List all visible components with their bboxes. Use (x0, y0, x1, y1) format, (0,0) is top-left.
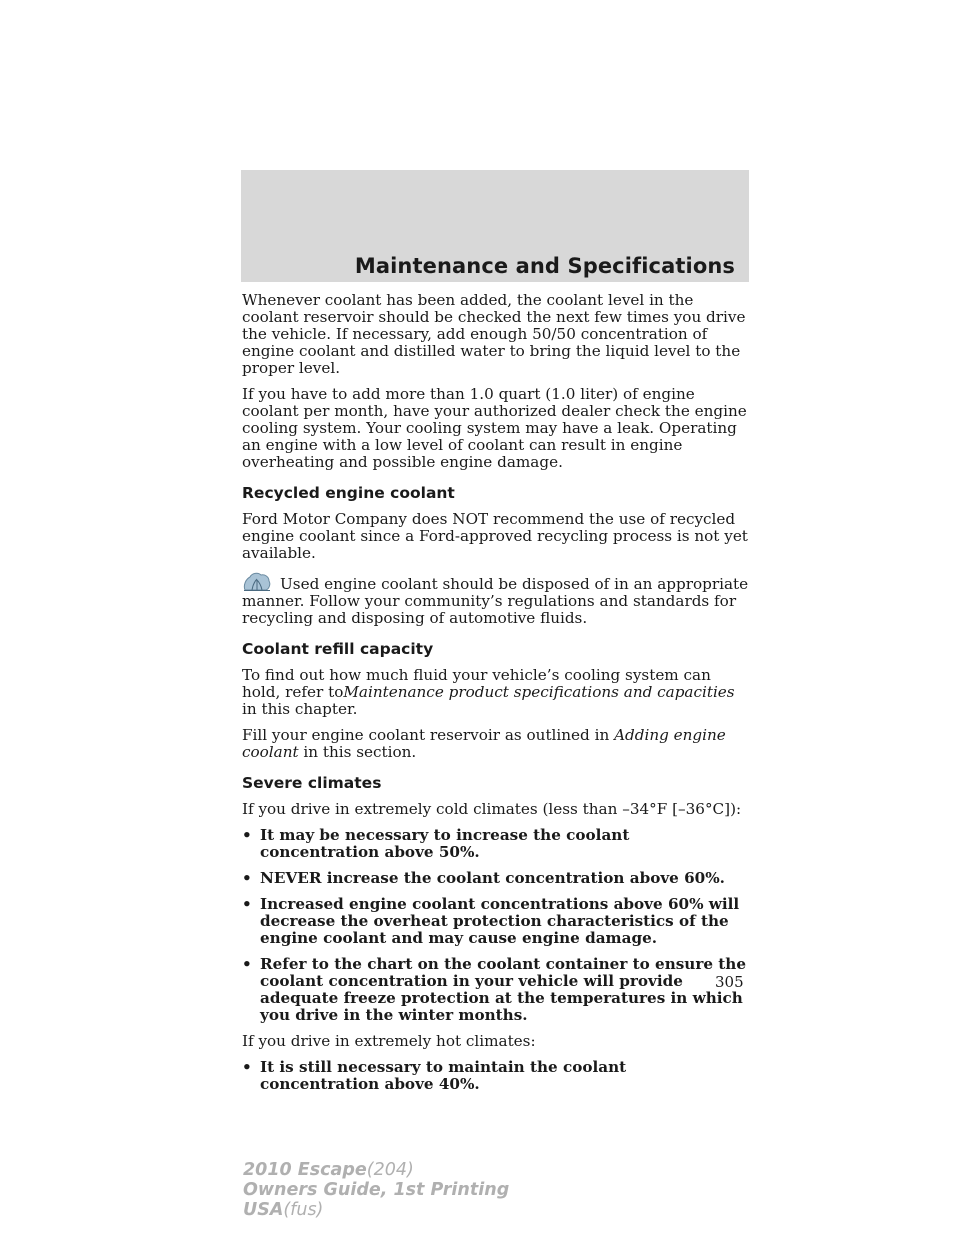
heading-refill-capacity: Coolant refill capacity (242, 640, 434, 658)
list-item: • Refer to the chart on the coolant container to ensure the coolant concentration in your vehicle will provide adequate freeze protection at the temperatures in which you drive in the winter months. (242, 955, 747, 1024)
paragraph-refill-capacity (242, 667, 750, 718)
link-specifications-capacities[interactable]: Maintenance product specifications and capacities (343, 683, 735, 701)
paragraph-coolant-leak: If you have to add more than 1.0 quart (1.0 liter) of engine coolant per month, have your authorized dealer check the engine cooling system. Your cooling system may have a leak. Operating an engine with a low level of coolant can result in engine overheating and possible engine damage. (242, 385, 747, 471)
fill-text-post: in this section. (298, 743, 417, 761)
fill-text-pre: Fill your engine coolant reservoir as outlined in (242, 726, 615, 744)
footer-market: USA (243, 1200, 284, 1220)
link-adding-engine-coolant[interactable]: Adding engine coolant (242, 726, 726, 761)
list-item: • NEVER increase the coolant concentration above 60%. (242, 869, 725, 887)
footer-model-code: (204) (366, 1160, 414, 1180)
list-item: • It is still necessary to maintain the coolant concentration above 40%. (242, 1058, 627, 1093)
heading-severe-climates: Severe climates (242, 774, 382, 792)
paragraph-fill-reservoir (242, 727, 750, 761)
list-item: • Increased engine coolant concentrations above 60% will decrease the overheat protection characteristics of the engine coolant and may cause engine damage. (242, 895, 740, 947)
paragraph-hot-intro: If you drive in extremely hot climates: (242, 1032, 536, 1050)
environment-note-text: Used engine coolant should be disposed of in an appropriate manner. Follow your community’s regulations and standards for recycling and disposing of automotive fluids. (242, 575, 749, 627)
paragraph-recycled-coolant: Ford Motor Company does NOT recommend the use of recycled engine coolant since a Ford-approved recycling process is not yet available. (242, 510, 748, 562)
section-header (241, 170, 749, 282)
page-number: 305 (715, 973, 744, 991)
refill-text-pre: To find out how much fluid your vehicle’s cooling system can hold, refer to (242, 666, 711, 701)
heading-recycled-coolant: Recycled engine coolant (242, 484, 455, 502)
footer-print-info (243, 1160, 509, 1220)
environment-tree-icon (242, 571, 272, 593)
environment-note (242, 571, 750, 627)
footer-guide-edition: Owners Guide, 1st Printing (243, 1180, 510, 1200)
footer-model: 2010 Escape (243, 1160, 367, 1180)
footer-market-code: (fus) (283, 1200, 324, 1220)
section-title: Maintenance and Specifications (354, 254, 735, 278)
cold-climate-list (242, 827, 750, 1024)
page-content (242, 292, 750, 1102)
list-item: • It may be necessary to increase the coolant concentration above 50%. (242, 826, 630, 861)
paragraph-coolant-check: Whenever coolant has been added, the coolant level in the coolant reservoir should be checked the next few times you drive the vehicle. If necessary, add enough 50/50 concentration of engine coolant and distilled water to bring the liquid level to the proper level. (242, 291, 746, 377)
hot-climate-list (242, 1059, 750, 1093)
paragraph-cold-intro: If you drive in extremely cold climates (less than –34°F [–36°C]): (242, 800, 742, 818)
refill-text-post: in this chapter. (242, 700, 358, 718)
